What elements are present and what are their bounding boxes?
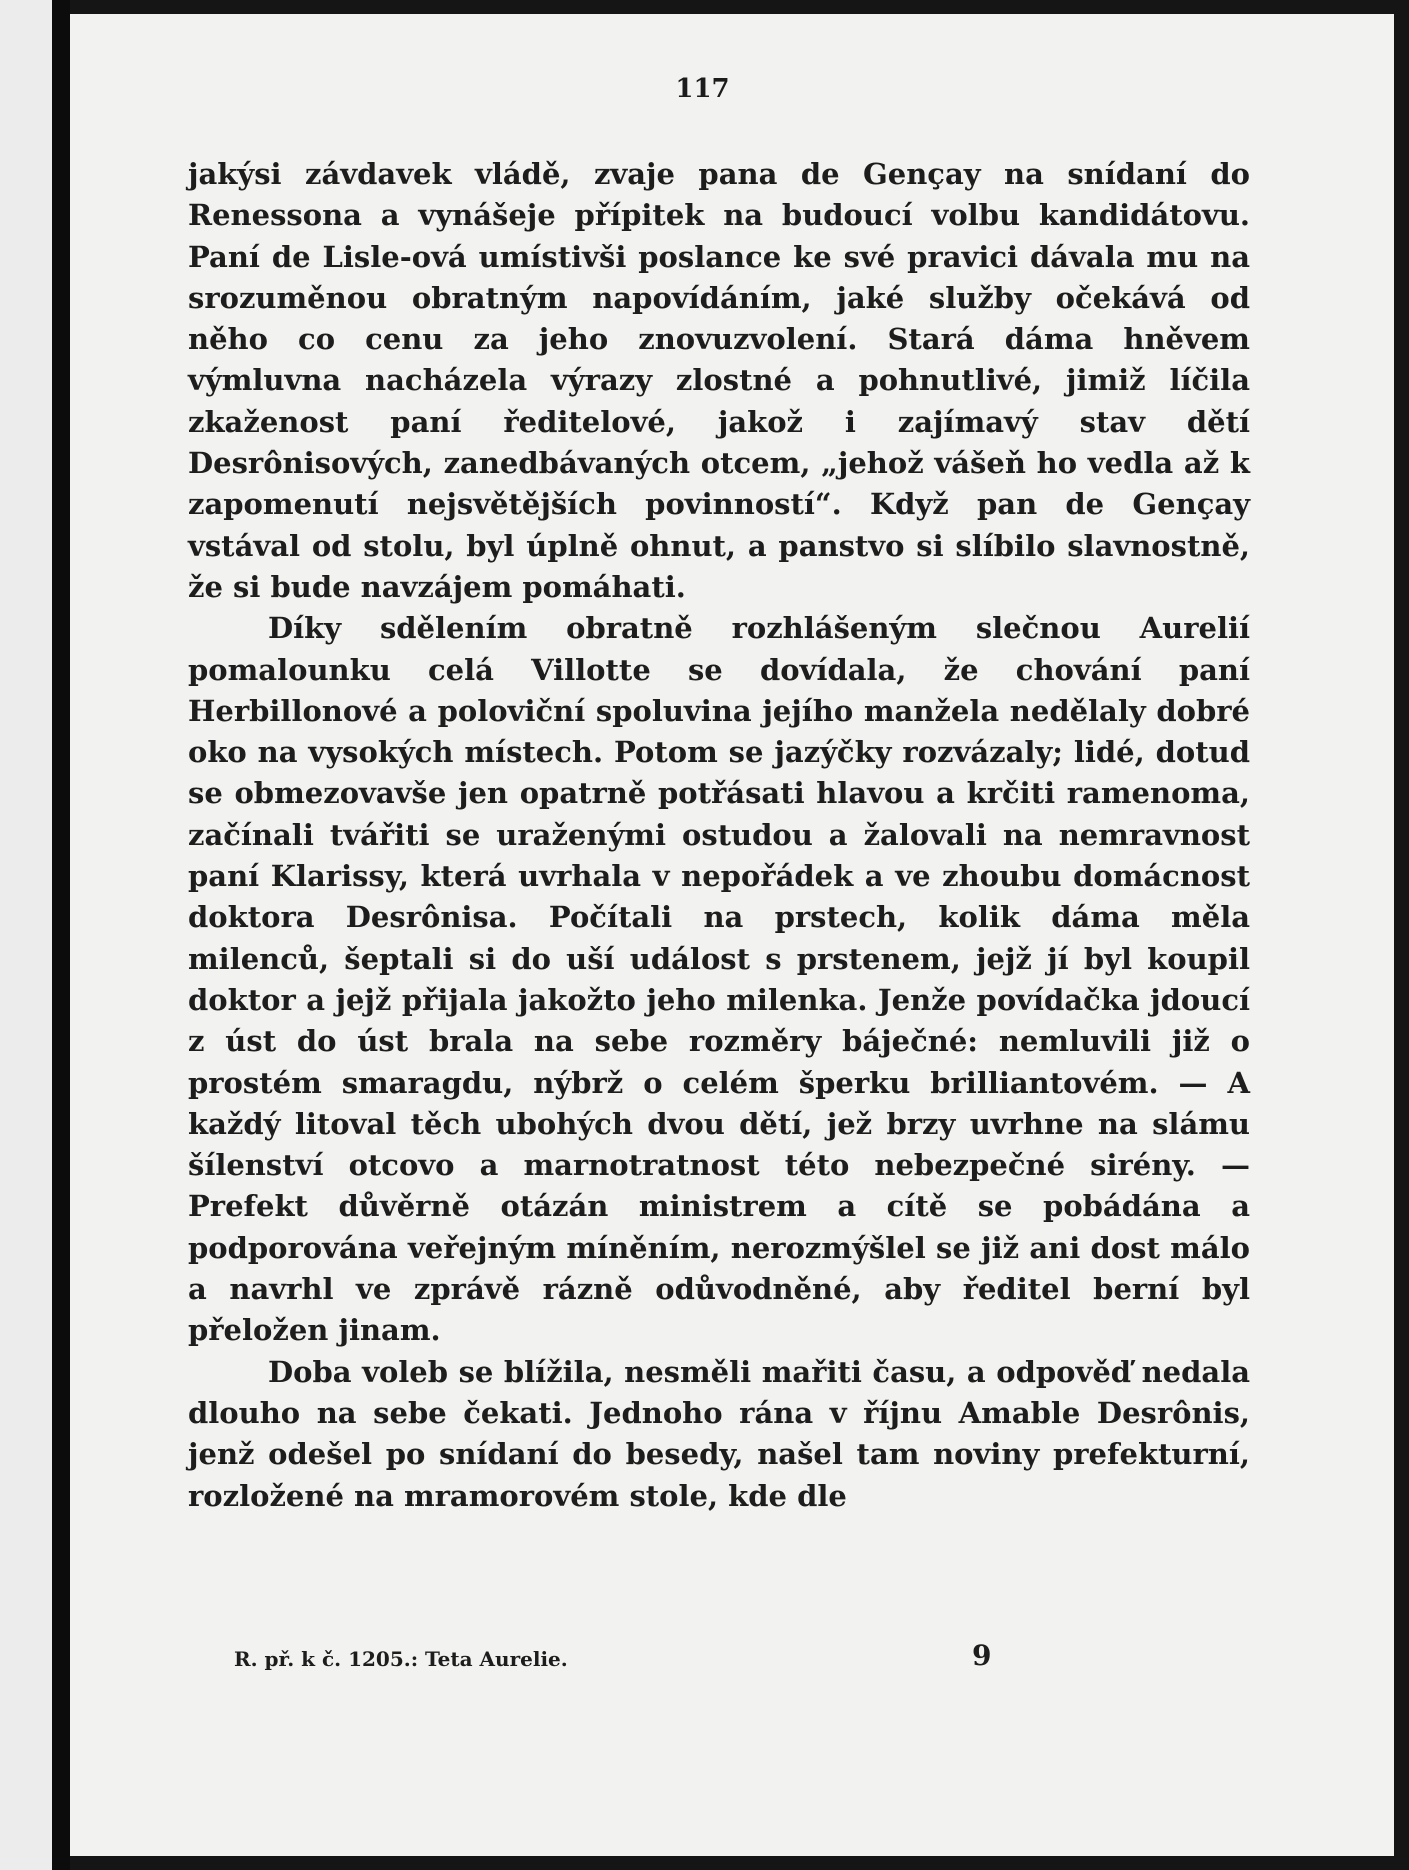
paragraph-1: jakýsi závdavek vládě, zvaje pana de Gençay na snídaní do Renessona a vynášeje přípitek na budoucí volbu kandidátovu. Paní de Lisle-ová umístivši poslance ke své pravici dávala mu na srozuměnou obratným napovídáním, jaké služby očekává od něho co cenu za jeho znovuzvolení. Stará dáma hněvem výmluvna nacházela výrazy zlostné a pohnutlivé, jimiž líčila zkaženost paní ředitelové, jakož i zajímavý stav dětí Desrônisových, zanedbávaných otcem, „jehož vášeň ho vedla až k zapomenutí nejsvětějších povinností“. Když pan de Gençay vstával od stolu, byl úplně ohnut, a panstvo si slíbilo slavnostně, že si bude navzájem pomáhati. bbox=[188, 157, 1250, 604]
paragraph-2: Díky sdělením obratně rozhlášeným slečnou Aurelií pomalounku celá Villotte se dovídala, že chování paní Herbillonové a poloviční spoluvina jejího manžela nedělaly dobré oko na vysokých místech. Potom se jazýčky rozvázaly; lidé, dotud se obmezovavše jen opatrně potřásati hlavou a krčiti ramenoma, začínali tvářiti se uraženými ostudou a žalovali na nemravnost paní Klarissy, která uvrhala v nepořádek a ve zhoubu domácnost doktora Desrônisa. Počítali na prstech, kolik dáma měla milenců, šeptali si do uší událost s prstenem, jejž jí byl koupil doktor a jejž přijala jakožto jeho milenka. Jenže povídačka jdoucí z úst do úst brala na sebe rozměry báječné: nemluvili již o prostém smaragdu, nýbrž o celém šperku brilliantovém. — A každý litoval těch ubohých dvou dětí, jež brzy uvrhne na slámu šílenství otcovo a marnotratnost této nebezpečné sirény. — Prefekt důvěrně otázán ministrem a cítě se pobádána a podporována veřejným míněním, nerozmýšlel se již ani dost málo a navrhl ve zprávě rázně odůvodněné, aby ředitel berní byl přeložen jinam. bbox=[188, 611, 1250, 1348]
footer-signature: R. př. k č. 1205.: Teta Aurelie. bbox=[234, 1647, 568, 1671]
page-number: 117 bbox=[675, 74, 730, 104]
page-sheet bbox=[70, 14, 1394, 1856]
footer-sheet-number: 9 bbox=[972, 1639, 992, 1672]
binding-gutter bbox=[52, 0, 70, 1870]
left-page-edge bbox=[0, 0, 52, 1870]
body-text bbox=[188, 154, 1250, 1517]
paragraph-3: Doba voleb se blížila, nesměli mařiti času, a odpověď nedala dlouho na sebe čekati. Jednoho rána v říjnu Amable Desrônis, jenž odešel po snídaní do besedy, našel tam noviny prefekturní, rozložené na mramorovém stole, kde dle bbox=[188, 1354, 1250, 1513]
